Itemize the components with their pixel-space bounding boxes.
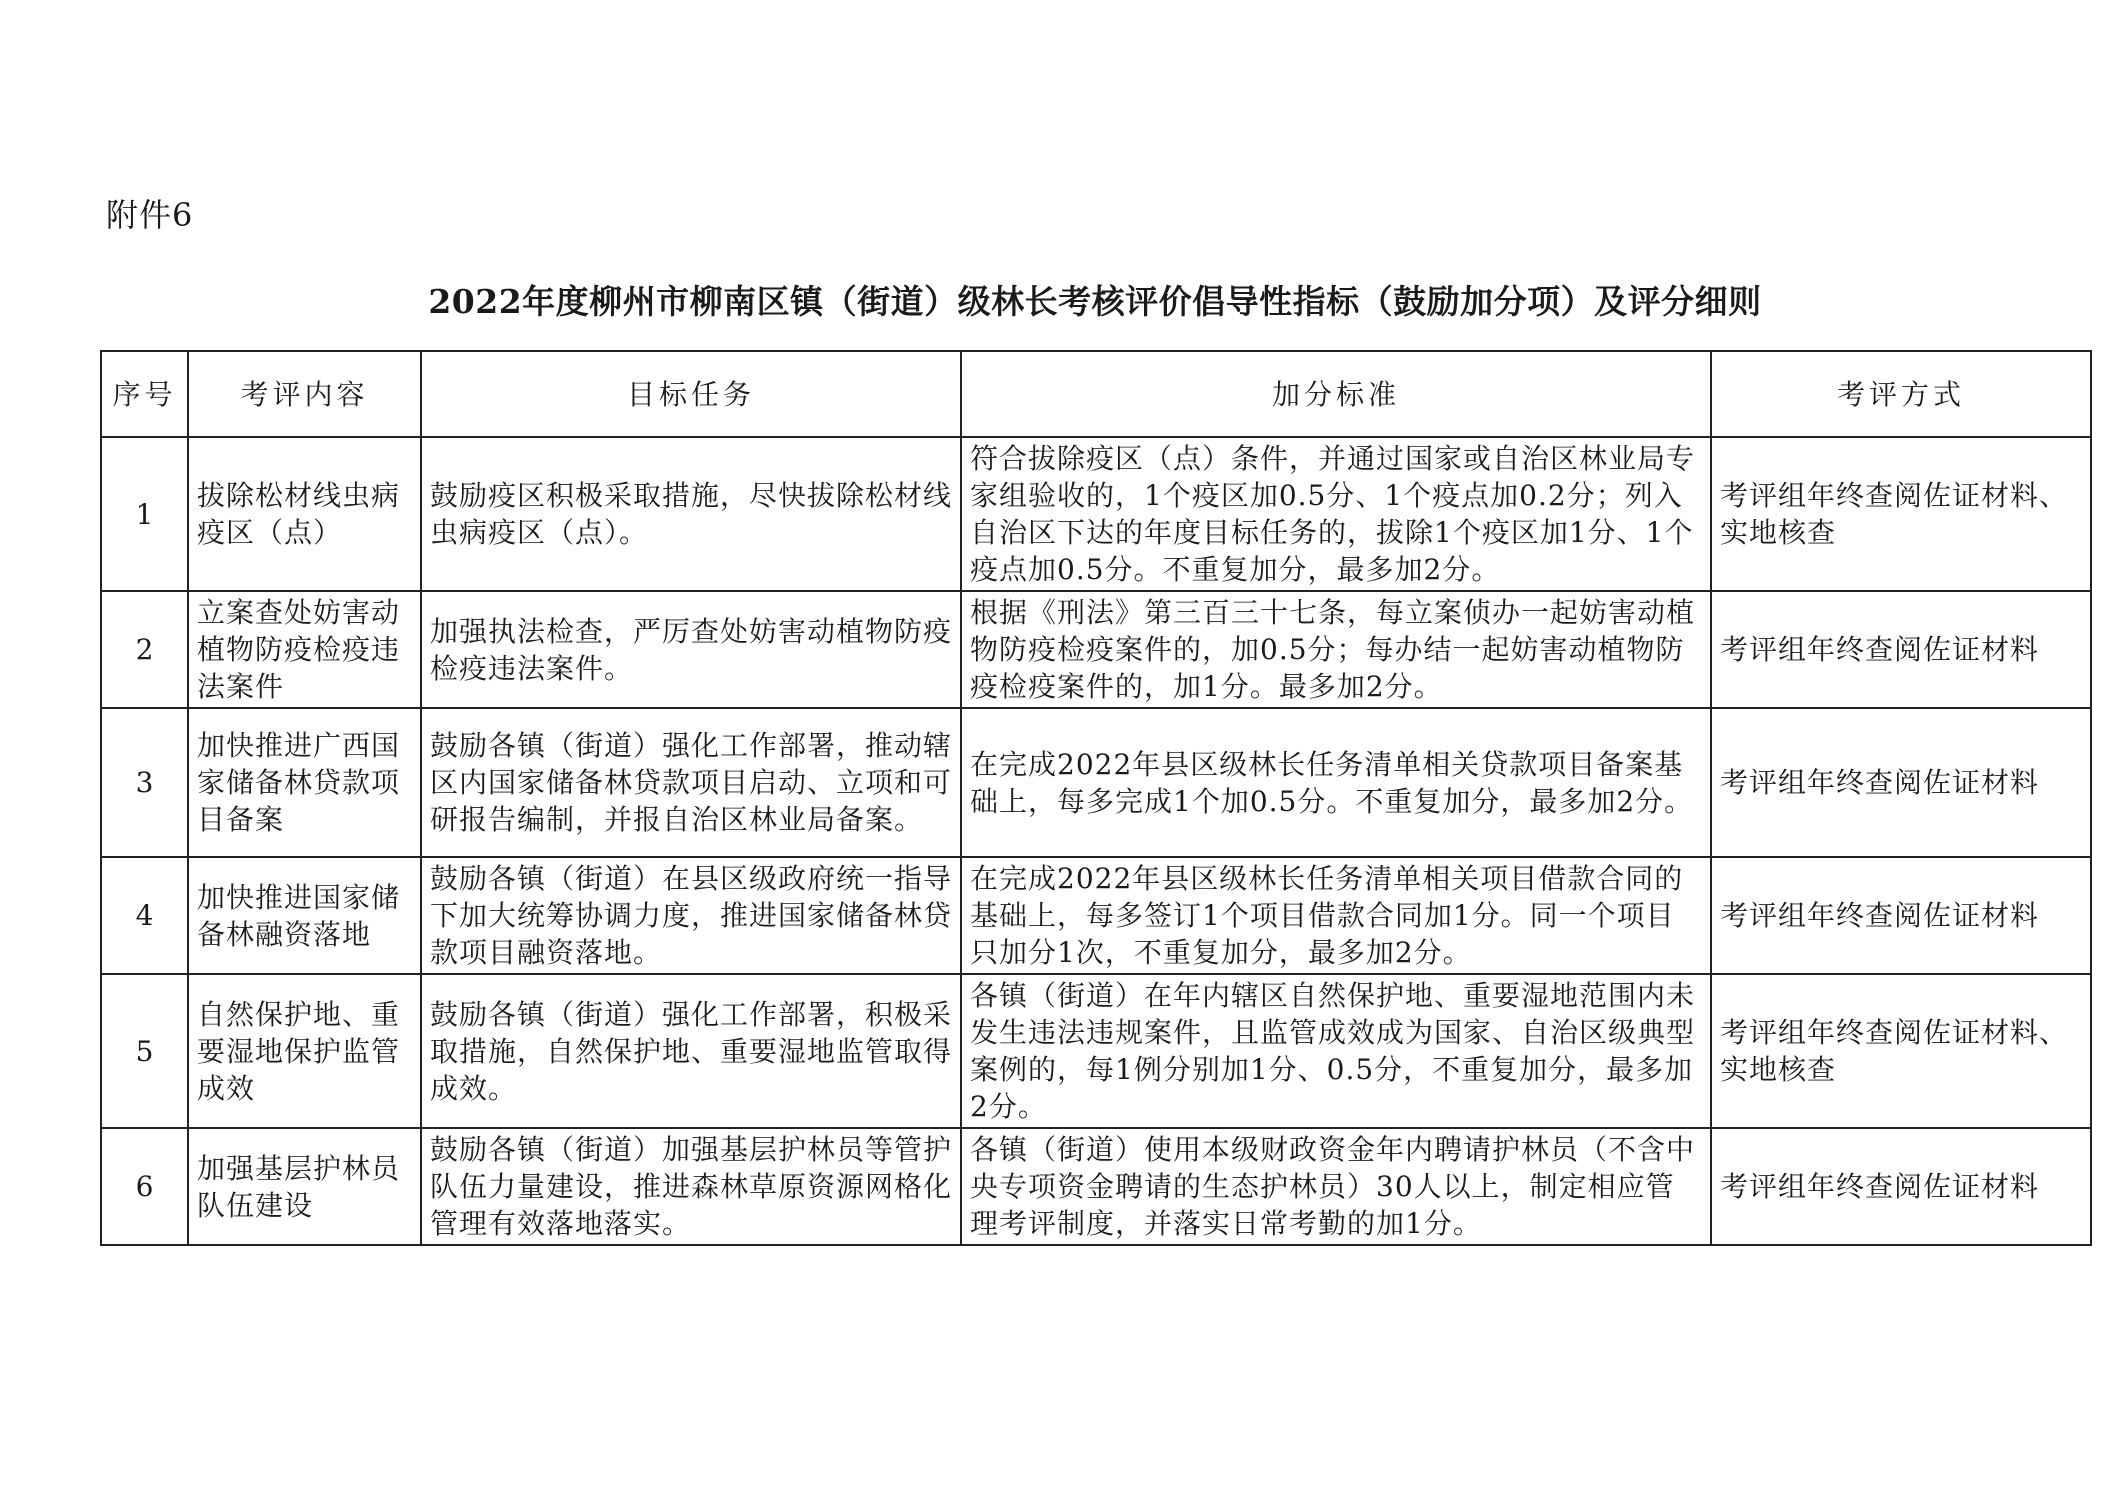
header-task: 目标任务 (421, 351, 961, 437)
table-header-row (101, 351, 2091, 437)
row-num: 2 (101, 591, 188, 708)
header-num: 序号 (101, 351, 188, 437)
row-standard: 各镇（街道）使用本级财政资金年内聘请护林员（不含中央专项资金聘请的生态护林员）30人以上，制定相应管理考评制度，并落实日常考勤的加1分。 (961, 1128, 1711, 1245)
row-task: 鼓励各镇（街道）加强基层护林员等管护队伍力量建设，推进森林草原资源网格化管理有效落地落实。 (421, 1128, 961, 1245)
header-standard: 加分标准 (961, 351, 1711, 437)
row-method: 考评组年终查阅佐证材料 (1711, 1128, 2091, 1245)
row-num: 6 (101, 1128, 188, 1245)
row-standard: 符合拔除疫区（点）条件，并通过国家或自治区林业局专家组验收的，1个疫区加0.5分、1个疫点加0.2分；列入自治区下达的年度目标任务的，拔除1个疫区加1分、1个疫点加0.5分。不重复加分，最多加2分。 (961, 437, 1711, 591)
table-row (101, 591, 2091, 708)
table-row (101, 974, 2091, 1128)
row-content: 加快推进国家储备林融资落地 (188, 857, 421, 974)
row-standard: 各镇（街道）在年内辖区自然保护地、重要湿地范围内未发生违法违规案件，且监管成效成为国家、自治区级典型案例的，每1例分别加1分、0.5分，不重复加分，最多加2分。 (961, 974, 1711, 1128)
row-num: 1 (101, 437, 188, 591)
row-task: 加强执法检查，严厉查处妨害动植物防疫检疫违法案件。 (421, 591, 961, 708)
row-method: 考评组年终查阅佐证材料、实地核查 (1711, 437, 2091, 591)
row-method: 考评组年终查阅佐证材料 (1711, 857, 2091, 974)
row-standard: 在完成2022年县区级林长任务清单相关贷款项目备案基础上，每多完成1个加0.5分。不重复加分，最多加2分。 (961, 708, 1711, 857)
scoring-table-container (100, 350, 2090, 1246)
attachment-label: 附件6 (106, 196, 194, 234)
document-title: 2022年度柳州市柳南区镇（街道）级林长考核评价倡导性指标（鼓励加分项）及评分细则 (428, 282, 1762, 321)
row-standard: 根据《刑法》第三百三十七条，每立案侦办一起妨害动植物防疫检疫案件的，加0.5分；每办结一起妨害动植物防疫检疫案件的，加1分。最多加2分。 (961, 591, 1711, 708)
table-row (101, 437, 2091, 591)
header-content: 考评内容 (188, 351, 421, 437)
row-task: 鼓励各镇（街道）在县区级政府统一指导下加大统筹协调力度，推进国家储备林贷款项目融资落地。 (421, 857, 961, 974)
row-content: 立案查处妨害动植物防疫检疫违法案件 (188, 591, 421, 708)
row-content: 加强基层护林员队伍建设 (188, 1128, 421, 1245)
header-method: 考评方式 (1711, 351, 2091, 437)
table-row (101, 857, 2091, 974)
row-content: 自然保护地、重要湿地保护监管成效 (188, 974, 421, 1128)
table-row (101, 708, 2091, 857)
row-standard: 在完成2022年县区级林长任务清单相关项目借款合同的基础上，每多签订1个项目借款合同加1分。同一个项目只加分1次，不重复加分，最多加2分。 (961, 857, 1711, 974)
row-method: 考评组年终查阅佐证材料 (1711, 708, 2091, 857)
row-task: 鼓励各镇（街道）强化工作部署，积极采取措施，自然保护地、重要湿地监管取得成效。 (421, 974, 961, 1128)
row-method: 考评组年终查阅佐证材料、实地核查 (1711, 974, 2091, 1128)
table-row (101, 1128, 2091, 1245)
row-num: 5 (101, 974, 188, 1128)
row-content: 加快推进广西国家储备林贷款项目备案 (188, 708, 421, 857)
row-num: 4 (101, 857, 188, 974)
row-content: 拔除松材线虫病疫区（点） (188, 437, 421, 591)
scoring-table (100, 350, 2092, 1246)
row-task: 鼓励疫区积极采取措施，尽快拔除松材线虫病疫区（点）。 (421, 437, 961, 591)
row-method: 考评组年终查阅佐证材料 (1711, 591, 2091, 708)
row-task: 鼓励各镇（街道）强化工作部署，推动辖区内国家储备林贷款项目启动、立项和可研报告编制，并报自治区林业局备案。 (421, 708, 961, 857)
row-num: 3 (101, 708, 188, 857)
